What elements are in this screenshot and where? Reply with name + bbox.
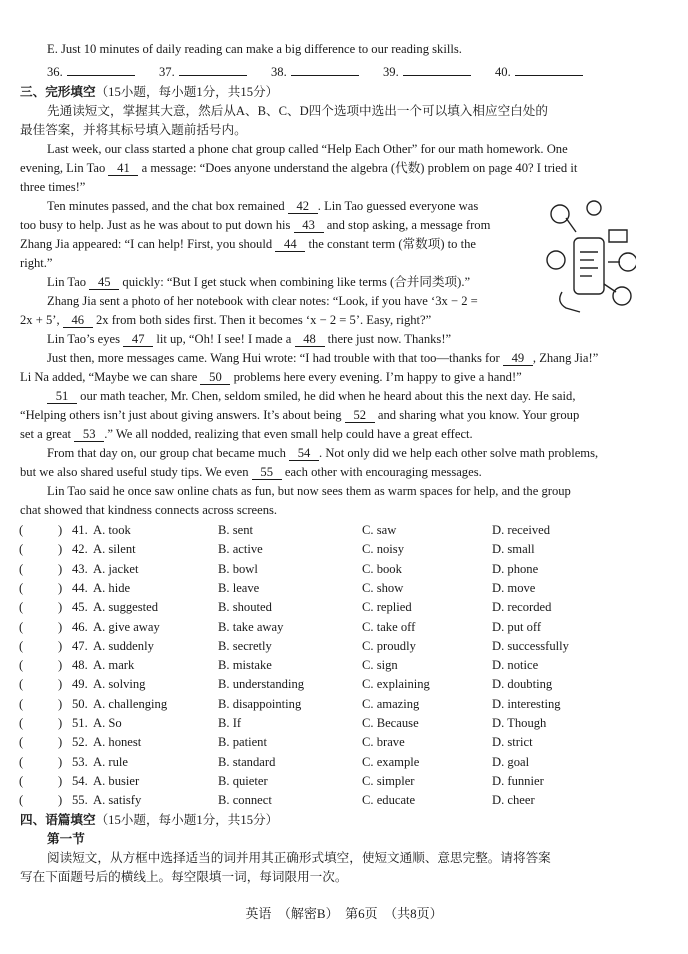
option-b[interactable]: B. quieter [218, 773, 268, 788]
answer-slot-39[interactable]: 39. [383, 62, 471, 80]
passage-line: Ten minutes passed, and the chat box remained 42 . Lin Tao guessed everyone was [47, 199, 479, 213]
passage-line: set a great 53 .” We all nodded, realizing that even small help could have a great effect. [20, 427, 473, 441]
option-c[interactable]: C. Because [362, 716, 419, 730]
blank-44: 44 [275, 237, 305, 252]
blank-43: 43 [294, 218, 324, 233]
option-b[interactable]: B. understanding [218, 677, 305, 692]
blank-42: 42 [288, 199, 318, 214]
option-b[interactable]: B. take away [218, 619, 284, 634]
passage-line: 2x + 5’, 46 2x from both sides first. Then it becomes ‘x − 2 = 5’. Easy, right?” [20, 313, 432, 327]
option-a[interactable]: A. solving [93, 677, 146, 692]
option-d[interactable]: D. doubting [492, 677, 553, 692]
option-d[interactable]: D. strict [492, 735, 533, 750]
option-c[interactable]: C. replied [362, 600, 412, 615]
blank-49: 49 [503, 351, 533, 366]
option-b[interactable]: B. bowl [218, 561, 258, 576]
question-row-51: ( ) 51. A. So B. If C. Because D. Though [0, 714, 688, 733]
answer-bracket[interactable]: ( [19, 619, 24, 634]
answer-bracket[interactable]: ( [19, 600, 24, 615]
option-b[interactable]: B. secretly [218, 638, 272, 653]
question-row-48: ( ) 48. A. mark B. mistake C. sign D. notice [0, 656, 688, 675]
option-c[interactable]: C. amazing [362, 696, 420, 711]
blank-50: 50 [200, 370, 230, 385]
passage-line: chat showed that kindness connects across screens. [20, 503, 278, 517]
answer-bracket[interactable]: ( [19, 773, 24, 788]
option-b[interactable]: B. patient [218, 735, 267, 750]
question-row-46: ( ) 46. A. give away B. take away C. take off D. put off [0, 618, 688, 637]
question-number: 53. [72, 754, 88, 769]
passage-line: 51 our math teacher, Mr. Chen, seldom smiled, he did when he heard about this the next day. He said, [47, 387, 672, 406]
question-number: 51. [72, 716, 88, 730]
answer-slot-37[interactable]: 37. [159, 62, 247, 80]
blank-53: 53 [74, 427, 104, 442]
passage-line: Lin Tao said he once saw online chats as fun, but now sees them as warm spaces for help, and the group [47, 484, 571, 498]
answer-bracket[interactable]: ( [19, 638, 24, 653]
option-a[interactable]: A. So [93, 716, 122, 730]
passage-line: but we also shared useful study tips. We even 55 each other with encouraging messages. [20, 465, 482, 479]
section4-heading: 四、语篇填空（15小题，每小题1分，共15分） [20, 813, 279, 827]
section4-instruction-2: 写在下面题号后的横线上。每空限填一词，每词限用一次。 [20, 870, 348, 884]
option-d[interactable]: D. successfully [492, 638, 569, 653]
answer-bracket[interactable]: ( [19, 793, 24, 808]
option-c[interactable]: C. simpler [362, 773, 415, 788]
option-d[interactable]: D. move [492, 580, 536, 595]
option-d[interactable]: D. recorded [492, 600, 552, 615]
option-d[interactable]: D. small [492, 542, 535, 557]
question-row-50: ( ) 50. A. challenging B. disappointing C. amazing D. interesting [0, 695, 688, 714]
section4-part: 第一节 [47, 832, 85, 846]
question-number: 52. [72, 735, 88, 750]
option-d[interactable]: D. cheer [492, 793, 535, 808]
question-number: 42. [72, 542, 88, 557]
option-c[interactable]: C. book [362, 561, 402, 576]
page-footer: 英语 （解密B） 第6页 （共8页） [245, 906, 443, 921]
option-c[interactable]: C. noisy [362, 542, 404, 557]
blank-47: 47 [123, 332, 153, 347]
passage-line: evening, Lin Tao 41 a message: “Does anyone understand the algebra (代数) problem on page 40? I tried it [20, 161, 578, 175]
blank-51: 51 [47, 389, 77, 404]
passage-line: right.” [20, 256, 53, 270]
option-a[interactable]: A. busier [93, 773, 140, 788]
option-b[interactable]: B. standard [218, 754, 276, 769]
passage-line: Lin Tao’s eyes 47 lit up, “Oh! I see! I made a 48 there just now. Thanks!” [47, 332, 452, 346]
option-d[interactable]: D. notice [492, 658, 539, 673]
blank-41: 41 [108, 161, 138, 176]
passage-line: three times!” [20, 180, 86, 194]
passage-line: From that day on, our group chat became much 54 . Not only did we help each other solve math problems, [47, 446, 599, 460]
question-row-45: ( ) 45. A. suggested B. shouted C. replied D. recorded [0, 598, 688, 617]
question-number: 46. [72, 619, 88, 634]
question-row-47: ( ) 47. A. suddenly B. secretly C. proudly D. successfully [0, 637, 688, 656]
answer-bracket[interactable]: ( [19, 677, 24, 692]
user-bubble-icon [551, 205, 569, 223]
section3-heading: 三、完形填空（15小题，每小题1分，共15分） [20, 85, 279, 99]
blank-55: 55 [252, 465, 282, 480]
question-row-42: ( ) 42. A. silent B. active C. noisy D. small [0, 540, 688, 559]
passage-line: Li Na added, “Maybe we can share 50 problems here every evening. I’m happy to give a hand!” [20, 370, 522, 384]
blank-46: 46 [63, 313, 93, 328]
option-a[interactable]: A. suddenly [93, 638, 154, 653]
question-row-41: ( ) 41. A. took B. sent C. saw D. received [0, 521, 688, 540]
option-a[interactable]: A. satisfy [93, 793, 142, 808]
blank-52: 52 [345, 408, 375, 423]
chat-illustration [546, 200, 636, 320]
option-a[interactable]: A. jacket [93, 561, 139, 576]
phone-icon [574, 238, 604, 294]
answer-bracket[interactable]: ( [19, 696, 24, 711]
question-row-44: ( ) 44. A. hide B. leave C. show D. move [0, 579, 688, 598]
question-number: 50. [72, 696, 88, 711]
option-b[interactable]: B. mistake [218, 658, 272, 673]
option-a[interactable]: A. took [93, 523, 131, 537]
passage-line: Zhang Jia appeared: “I can help! First, you should 44 the constant term (常数项) to the [20, 237, 476, 251]
question-number: 54. [72, 773, 88, 788]
passage-line: Zhang Jia sent a photo of her notebook with clear notes: “Look, if you have ‘3x − 2 = [47, 294, 478, 308]
question-row-54: ( ) 54. A. busier B. quieter C. simpler D. funnier [0, 772, 688, 791]
option-d[interactable]: D. goal [492, 754, 530, 769]
option-c[interactable]: C. explaining [362, 677, 430, 692]
passage-line: Lin Tao 45 quickly: “But I get stuck when combining like terms (合并同类项).” [47, 275, 471, 289]
option-d[interactable]: D. interesting [492, 696, 561, 711]
passage-line: Last week, our class started a phone chat group called “Help Each Other” for our math homework. One [47, 142, 568, 156]
question-number: 43. [72, 561, 88, 576]
option-d[interactable]: D. phone [492, 561, 539, 576]
blank-45: 45 [89, 275, 119, 290]
answer-bracket[interactable]: ( [19, 754, 24, 769]
question-number: 41. [72, 523, 88, 537]
question-number: 48. [72, 658, 88, 673]
question-row-49: ( ) 49. A. solving B. understanding C. explaining D. doubting [0, 675, 688, 694]
answer-bracket[interactable]: ( [19, 542, 24, 557]
answer-slot-36[interactable]: 36. [47, 62, 135, 80]
option-d[interactable]: D. put off [492, 619, 542, 634]
option-a[interactable]: A. honest [93, 735, 142, 750]
option-c[interactable]: C. educate [362, 793, 416, 808]
blank-54: 54 [289, 446, 319, 461]
option-a[interactable]: A. rule [93, 754, 128, 769]
option-b[interactable]: B. connect [218, 793, 272, 808]
question-row-53: ( ) 53. A. rule B. standard C. example D. goal [0, 753, 688, 772]
option-c[interactable]: C. show [362, 580, 404, 595]
passage-line: “Helping others isn’t just about giving answers. It’s about being 52 and sharing what you know. Your group [20, 408, 580, 422]
option-b[interactable]: B. disappointing [218, 696, 302, 711]
option-c[interactable]: C. example [362, 754, 420, 769]
answer-slot-40[interactable]: 40. [495, 62, 583, 80]
answer-bracket[interactable]: ( [19, 561, 24, 576]
option-d[interactable]: D. received [492, 523, 551, 537]
passage-line: too busy to help. Just as he was about to put down his 43 and stop asking, a message from [20, 218, 491, 232]
question-number: 55. [72, 793, 88, 808]
question-row-43: ( ) 43. A. jacket B. bowl C. book D. phone [0, 560, 688, 579]
answer-bracket[interactable]: ( [19, 523, 24, 537]
answer-bracket[interactable]: ( [19, 716, 24, 730]
option-c[interactable]: C. brave [362, 735, 405, 750]
option-b[interactable]: B. sent [218, 523, 253, 537]
option-a[interactable]: A. mark [93, 658, 135, 673]
option-b[interactable]: B. If [218, 716, 242, 730]
question-row-52: ( ) 52. A. honest B. patient C. brave D. strict [0, 733, 688, 752]
option-a[interactable]: A. challenging [93, 696, 168, 711]
option-d[interactable]: D. funnier [492, 773, 544, 788]
passage-line: Just then, more messages came. Wang Hui wrote: “I had trouble with that too—thanks for 49 , Zhang Jia!” [47, 351, 599, 365]
answer-bracket[interactable]: ( [19, 735, 24, 750]
answer-bracket[interactable]: ( [19, 580, 24, 595]
option-c[interactable]: C. sign [362, 658, 398, 673]
blank-48: 48 [295, 332, 325, 347]
question-number: 44. [72, 580, 88, 595]
question-number: 45. [72, 600, 88, 615]
option-c[interactable]: C. take off [362, 619, 416, 634]
question-number: 47. [72, 638, 88, 653]
option-c[interactable]: C. saw [362, 523, 397, 537]
option-c[interactable]: C. proudly [362, 638, 416, 653]
top-item-e: E. Just 10 minutes of daily reading can make a big difference to our reading skills. [47, 42, 462, 56]
option-a[interactable]: A. silent [93, 542, 136, 557]
section3-instruction-1: 先通读短文，掌握其大意，然后从A、B、C、D四个选项中选出一个可以填入相应空白处的 [47, 104, 548, 118]
option-a[interactable]: A. give away [93, 619, 160, 634]
section4-instruction-1: 阅读短文，从方框中选择适当的词并用其正确形式填空，使短文通顺、意思完整。请将答案 [47, 851, 551, 865]
option-b[interactable]: B. leave [218, 580, 260, 595]
option-a[interactable]: A. hide [93, 580, 131, 595]
option-b[interactable]: B. active [218, 542, 263, 557]
question-number: 49. [72, 677, 88, 692]
option-d[interactable]: D. Though [492, 716, 547, 730]
question-row-55: ( ) 55. A. satisfy B. connect C. educate D. cheer [0, 791, 688, 810]
option-b[interactable]: B. shouted [218, 600, 272, 615]
option-a[interactable]: A. suggested [93, 600, 159, 615]
answer-bracket[interactable]: ( [19, 658, 24, 673]
section3-instruction-2: 最佳答案，并将其标号填入题前括号内。 [20, 123, 247, 137]
answer-slot-38[interactable]: 38. [271, 62, 359, 80]
